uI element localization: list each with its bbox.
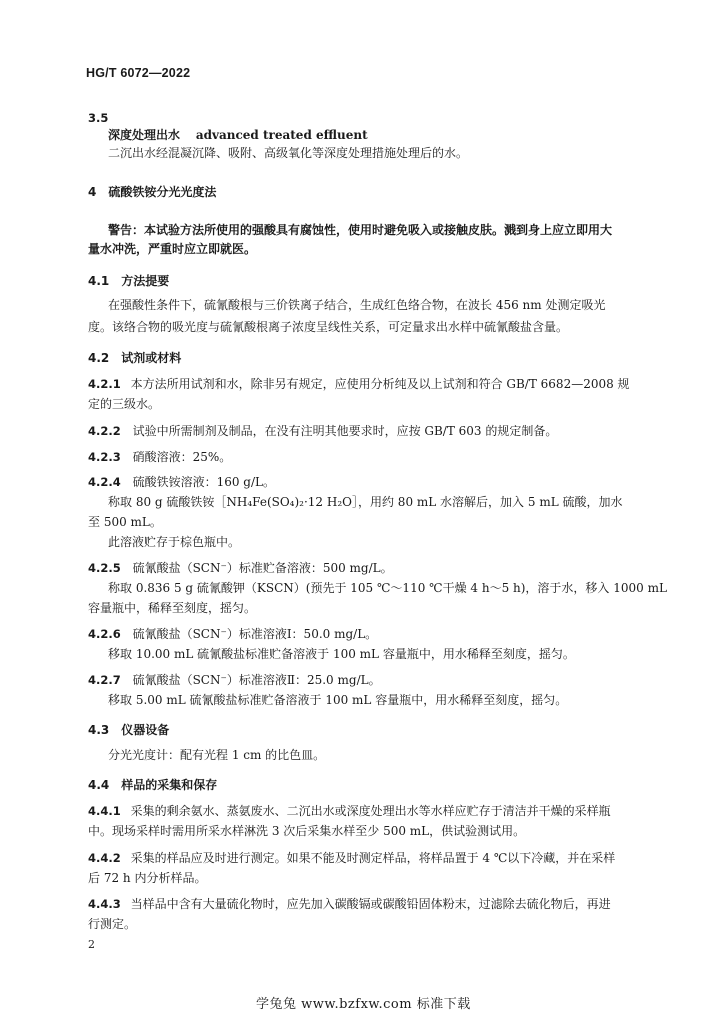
clause-text: 采集的剩余氨水、蒸氨废水、二沉出水或深度处理出水等水样应贮存于清洁并干燥的采样瓶 [130, 804, 611, 818]
clause-number: 4.4.1 [88, 804, 121, 818]
subsection-heading: 4.2 试剂或材料 [88, 351, 182, 365]
term-chinese: 深度处理出水 [108, 128, 181, 142]
subsection-heading: 4.4 样品的采集和保存 [88, 778, 218, 792]
paragraph-line: 后 72 h 内分析样品。 [88, 871, 207, 885]
clause-number: 4.2.5 [88, 561, 121, 575]
clause-4-4-3 [88, 896, 611, 912]
paragraph-line: 度。该络合物的吸光度与硫氰酸根离子浓度呈线性关系，可定量求出水样中硫氰酸盐含量。 [88, 320, 569, 334]
clause-number: 4.2.1 [88, 377, 121, 391]
clause-text: 当样品中含有大量硫化物时，应先加入碳酸镉或碳酸铅固体粉末，过滤除去硫化物后，再进 [130, 897, 611, 911]
clause-number: 4.4.2 [88, 851, 121, 865]
clause-number: 4.2.7 [88, 673, 121, 687]
clause-4-2-7 [88, 672, 381, 688]
term-english: advanced treated effluent [195, 128, 368, 142]
subsection-heading: 4.1 方法提要 [88, 274, 170, 288]
paragraph-line: 移取 10.00 mL 硫氰酸盐标准贮备溶液于 100 mL 容量瓶中，用水稀释至刻度，摇匀。 [108, 647, 575, 661]
paragraph-line: 中。现场采样时需用所采水样淋洗 3 次后采集水样至少 500 mL，供试验测试用。 [88, 824, 526, 838]
paragraph-line: 容量瓶中，稀释至刻度，摇匀。 [88, 601, 257, 615]
standard-code: HG/T 6072—2022 [86, 66, 191, 80]
clause-4-2-6 [88, 626, 377, 642]
clause-text: 硫氰酸盐（SCN⁻）标准贮备溶液：500 mg/L。 [132, 561, 393, 575]
term-definition: 二沉出水经混凝沉降、吸附、高级氧化等深度处理措施处理后的水。 [108, 146, 469, 160]
clause-text: 本方法所用试剂和水，除非另有规定，应使用分析纯及以上试剂和符合 GB/T 6682—2008 规 [130, 377, 630, 391]
clause-text: 硫氰酸盐（SCN⁻）标准溶液Ⅰ：50.0 mg/L。 [132, 627, 378, 641]
subsection-heading: 4.3 仪器设备 [88, 723, 170, 737]
paragraph-line: 此溶液贮存于棕色瓶中。 [108, 535, 241, 549]
clause-number: 3.5 [88, 111, 109, 125]
clause-text: 硝酸溶液：25%。 [132, 450, 232, 464]
page-number: 2 [88, 938, 95, 951]
clause-4-2-5 [88, 560, 393, 576]
paragraph-line: 行测定。 [88, 917, 137, 931]
paragraph-line: 称取 80 g 硫酸铁铵［NH₄Fe(SO₄)₂·12 H₂O］，用约 80 mL 水溶解后，加入 5 mL 硫酸，加水 [108, 495, 623, 509]
paragraph-line: 称取 0.836 5 g 硫氰酸钾（KSCN）(预先于 105 ℃～110 ℃干燥 4 h～5 h)，溶于水，移入 1000 mL [108, 581, 667, 595]
warning-line: 警告：本试验方法所使用的强酸具有腐蚀性，使用时避免吸入或接触皮肤。溅到身上应立即用大 [108, 223, 613, 237]
paragraph-line: 移取 5.00 mL 硫氰酸盐标准贮备溶液于 100 mL 容量瓶中，用水稀释至刻度，摇匀。 [108, 693, 568, 707]
clause-4-2-3 [88, 449, 231, 465]
warning-line: 量水冲洗，严重时应立即就医。 [88, 242, 257, 256]
clause-4-2-1 [88, 376, 630, 392]
paragraph-line: 定的三级水。 [88, 397, 161, 411]
footer-watermark: 学兔兔 www.bzfxw.com 标准下载 [256, 997, 471, 1012]
clause-4-4-2 [88, 850, 615, 866]
paragraph-line: 至 500 mL。 [88, 515, 162, 529]
clause-text: 采集的样品应及时进行测定。如果不能及时测定样品，将样品置于 4 ℃以下冷藏，并在采样 [130, 851, 616, 865]
clause-text: 硫酸铁铵溶液：160 g/L。 [132, 475, 275, 489]
paragraph-line: 在强酸性条件下，硫氰酸根与三价铁离子结合，生成红色络合物，在波长 456 nm 处测定吸光 [108, 298, 606, 312]
clause-4-2-2 [88, 423, 557, 439]
clause-number: 4.2.2 [88, 424, 121, 438]
clause-4-4-1 [88, 803, 611, 819]
clause-number: 4.2.6 [88, 627, 121, 641]
clause-number: 4.2.3 [88, 450, 121, 464]
clause-number: 4.2.4 [88, 475, 121, 489]
section-heading: 4 硫酸铁铵分光光度法 [88, 185, 217, 199]
clause-4-2-4 [88, 474, 275, 490]
paragraph-line: 分光光度计：配有光程 1 cm 的比色皿。 [108, 748, 326, 762]
clause-number: 4.4.3 [88, 897, 121, 911]
clause-text: 硫氰酸盐（SCN⁻）标准溶液Ⅱ：25.0 mg/L。 [132, 673, 381, 687]
term-entry [108, 127, 368, 143]
clause-text: 试验中所需制剂及制品，在没有注明其他要求时，应按 GB/T 603 的规定制备。 [132, 424, 558, 438]
